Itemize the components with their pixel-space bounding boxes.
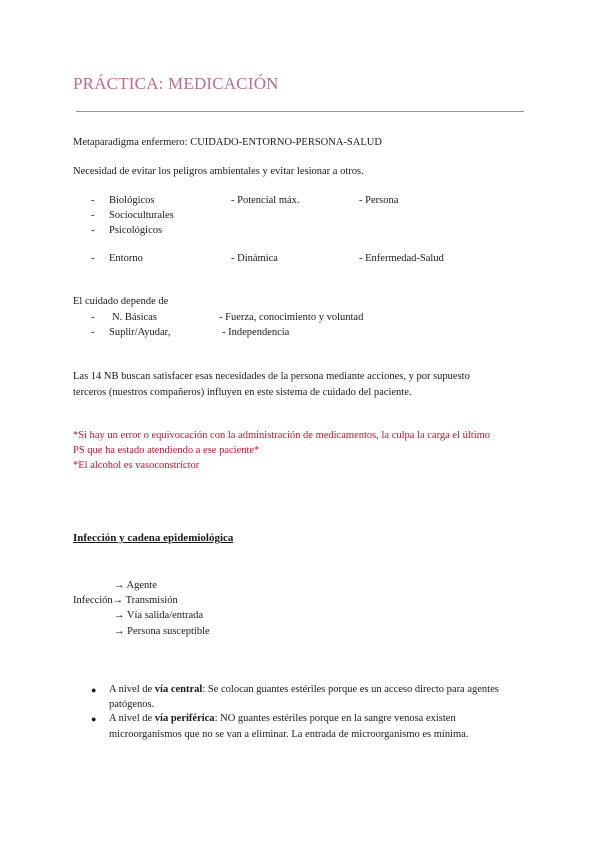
bullet-via-periferica-text: : NO guantes estériles porque en la sangre venosa existen [214, 713, 456, 724]
list-dash: - [91, 253, 95, 264]
bullet-via-periferica-line1 [109, 713, 456, 724]
chain-infeccion-row [73, 595, 178, 606]
list-dash: - [91, 195, 95, 206]
note-error-line2: PS que ha estado atendiendo a ese paciente* [73, 445, 260, 456]
bullet-via-periferica-line2: microorganismos que no se van a eliminar. La entrada de microorganismo es mínima. [109, 729, 469, 740]
cuidado-fuerza: - Fuerza, conocimiento y voluntad [219, 312, 364, 323]
cuidado-independencia: - Independencia [222, 327, 290, 338]
chain-persona: → Persona susceptible [114, 626, 210, 637]
list-item-socioculturales: Socioculturales [109, 210, 174, 221]
list-item-entorno: Entorno [109, 253, 143, 264]
list-item-potencial: - Potencial máx. [231, 195, 300, 206]
chain-transmision: → Transmisión [112, 595, 178, 606]
section-heading-infeccion: Infección y cadena epidemiológica [73, 532, 234, 544]
title-divider [76, 111, 524, 112]
nb-paragraph-line2: terceros (nuestros compañeros) influyen en este sistema de cuidado del paciente. [73, 387, 412, 398]
note-error-line1: *Si hay un error o equivocación con la administración de medicamentos, la culpa la carga el último [73, 430, 491, 441]
bullet-icon: ● [91, 714, 97, 724]
list-item-dinamica: - Dinámica [231, 253, 278, 264]
list-item-enfermedad-salud: - Enfermedad-Salud [359, 253, 444, 264]
cuidado-intro: El cuidado depende de [73, 296, 169, 307]
bullet-via-central-text: : Se colocan guantes estériles porque es un acceso directo para agentes [202, 684, 499, 695]
bullet-via-central-line2: patógenos. [109, 699, 155, 710]
bullet-via-central-line1 [109, 684, 499, 695]
list-dash: - [91, 210, 95, 221]
page-title: PRÁCTICA: MEDICACIÓN [73, 74, 279, 93]
list-dash: - [91, 327, 95, 338]
bullet-via-periferica-pre: A nivel de [109, 713, 155, 724]
bullet-via-central-term: vía central [154, 684, 203, 695]
list-dash: - [91, 312, 95, 323]
list-item-psicologicos: Psicológicos [109, 225, 163, 236]
nb-paragraph-line1: Las 14 NB buscan satisfacer esas necesidades de la persona mediante acciones, y por supuesto [73, 371, 470, 382]
metaparadigm-line: Metaparadigma enfermero: CUIDADO-ENTORNO-PERSONA-SALUD [73, 137, 382, 148]
bullet-via-central-pre: A nivel de [109, 684, 155, 695]
bullet-icon: ● [91, 685, 97, 695]
bullet-via-periferica-term: vía periférica [154, 713, 215, 724]
cuidado-suplir: Suplir/Ayudar, [109, 327, 171, 338]
list-dash: - [91, 225, 95, 236]
chain-agente: → Agente [114, 580, 157, 591]
chain-via: → Vía salida/entrada [114, 610, 204, 621]
cuidado-basicas: N. Básicas [112, 312, 157, 323]
note-alcohol: *El alcohol es vasoconstrictor [73, 460, 200, 471]
list-item-biologicos: Biológicos [109, 195, 155, 206]
chain-infeccion: Infección [73, 595, 113, 606]
list-item-persona: - Persona [359, 195, 399, 206]
necesidad-line: Necesidad de evitar los peligros ambientales y evitar lesionar a otros. [73, 166, 364, 177]
